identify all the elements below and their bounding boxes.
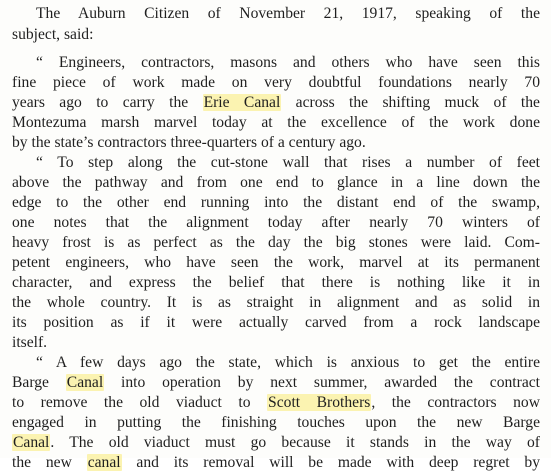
text-segment: into operation by next summer, awarded the contract: [104, 374, 540, 391]
text-segment: the new: [12, 454, 87, 471]
text-segment: its position as if it were actually carved from a rock landscape: [12, 314, 540, 331]
text-segment: to remove the old viaduct to: [12, 394, 268, 411]
text-line: [12, 113, 540, 133]
text-line: [12, 353, 540, 373]
text-line: [12, 173, 540, 193]
text-line: [12, 133, 540, 153]
text-segment: by the state’s contractors three-quarters of a century ago.: [12, 134, 366, 151]
highlighted-term: canal: [87, 454, 121, 471]
text-line: [12, 153, 540, 173]
text-segment: across the shifting muck of the: [281, 94, 540, 111]
text-line: [12, 253, 540, 273]
text-segment: above the pathway and from one end to glance in a line down the: [12, 174, 540, 191]
text-line: [12, 53, 540, 73]
text-line: [12, 433, 540, 453]
highlighted-term: Canal: [66, 374, 104, 391]
text-segment: The Auburn Citizen of November 21, 1917, speaking of the: [36, 5, 540, 22]
text-line: [12, 313, 540, 333]
highlighted-term: Erie Canal: [203, 94, 281, 111]
text-segment: years ago to carry the: [12, 94, 203, 111]
text-segment: “ To step along the cut-stone wall that rises a number of feet: [36, 154, 540, 171]
highlighted-term: Canal: [13, 434, 50, 451]
text-line: [12, 193, 540, 213]
text-segment: Montezuma marsh marvel today at the excellence of the work done: [12, 114, 540, 131]
text-line: [12, 333, 540, 353]
text-segment: and its removal will be made with deep regret by: [121, 454, 541, 471]
text-line: [12, 25, 540, 45]
highlighted-term: Scott Brothers: [268, 394, 371, 411]
text-segment: character, and express the belief that there is nothing like it in: [12, 274, 540, 291]
text-segment: fine piece of work made on very doubtful foundations nearly 70: [12, 74, 540, 91]
text-segment: itself.: [12, 334, 48, 351]
text-segment: the whole country. It is as straight in alignment and as solid in: [12, 294, 540, 311]
text-segment: . The old viaduct must go because it stands in the way of: [50, 434, 540, 451]
text-segment: “ A few days ago the state, which is anxious to get the entire: [36, 354, 540, 371]
text-line: [12, 93, 540, 113]
text-segment: , the contractors now: [371, 394, 540, 411]
text-segment: petent engineers, who have seen the work, marvel at its permanent: [12, 254, 540, 271]
text-segment: one notes that the alignment today after nearly 70 winters of: [12, 214, 540, 231]
text-line: [12, 73, 540, 93]
text-segment: engaged in putting the finishing touches upon the new Barge: [12, 414, 540, 431]
text-line: [12, 213, 540, 233]
text-segment: subject, said:: [12, 26, 94, 43]
text-line: [12, 293, 540, 313]
text-segment: heavy frost is as perfect as the day the big stones were laid. Com-: [12, 234, 540, 251]
text-line: [12, 393, 540, 413]
text-line: [12, 273, 540, 293]
text-line: [12, 373, 540, 393]
text-segment: edge to the other end running into the distant end of the swamp,: [12, 194, 540, 211]
text-segment: Barge: [12, 374, 66, 391]
text-segment: “ Engineers, contractors, masons and others who have seen this: [36, 54, 540, 71]
text-line: [12, 4, 540, 24]
text-line: [12, 233, 540, 253]
text-line: [12, 413, 540, 433]
text-line: [12, 453, 540, 473]
